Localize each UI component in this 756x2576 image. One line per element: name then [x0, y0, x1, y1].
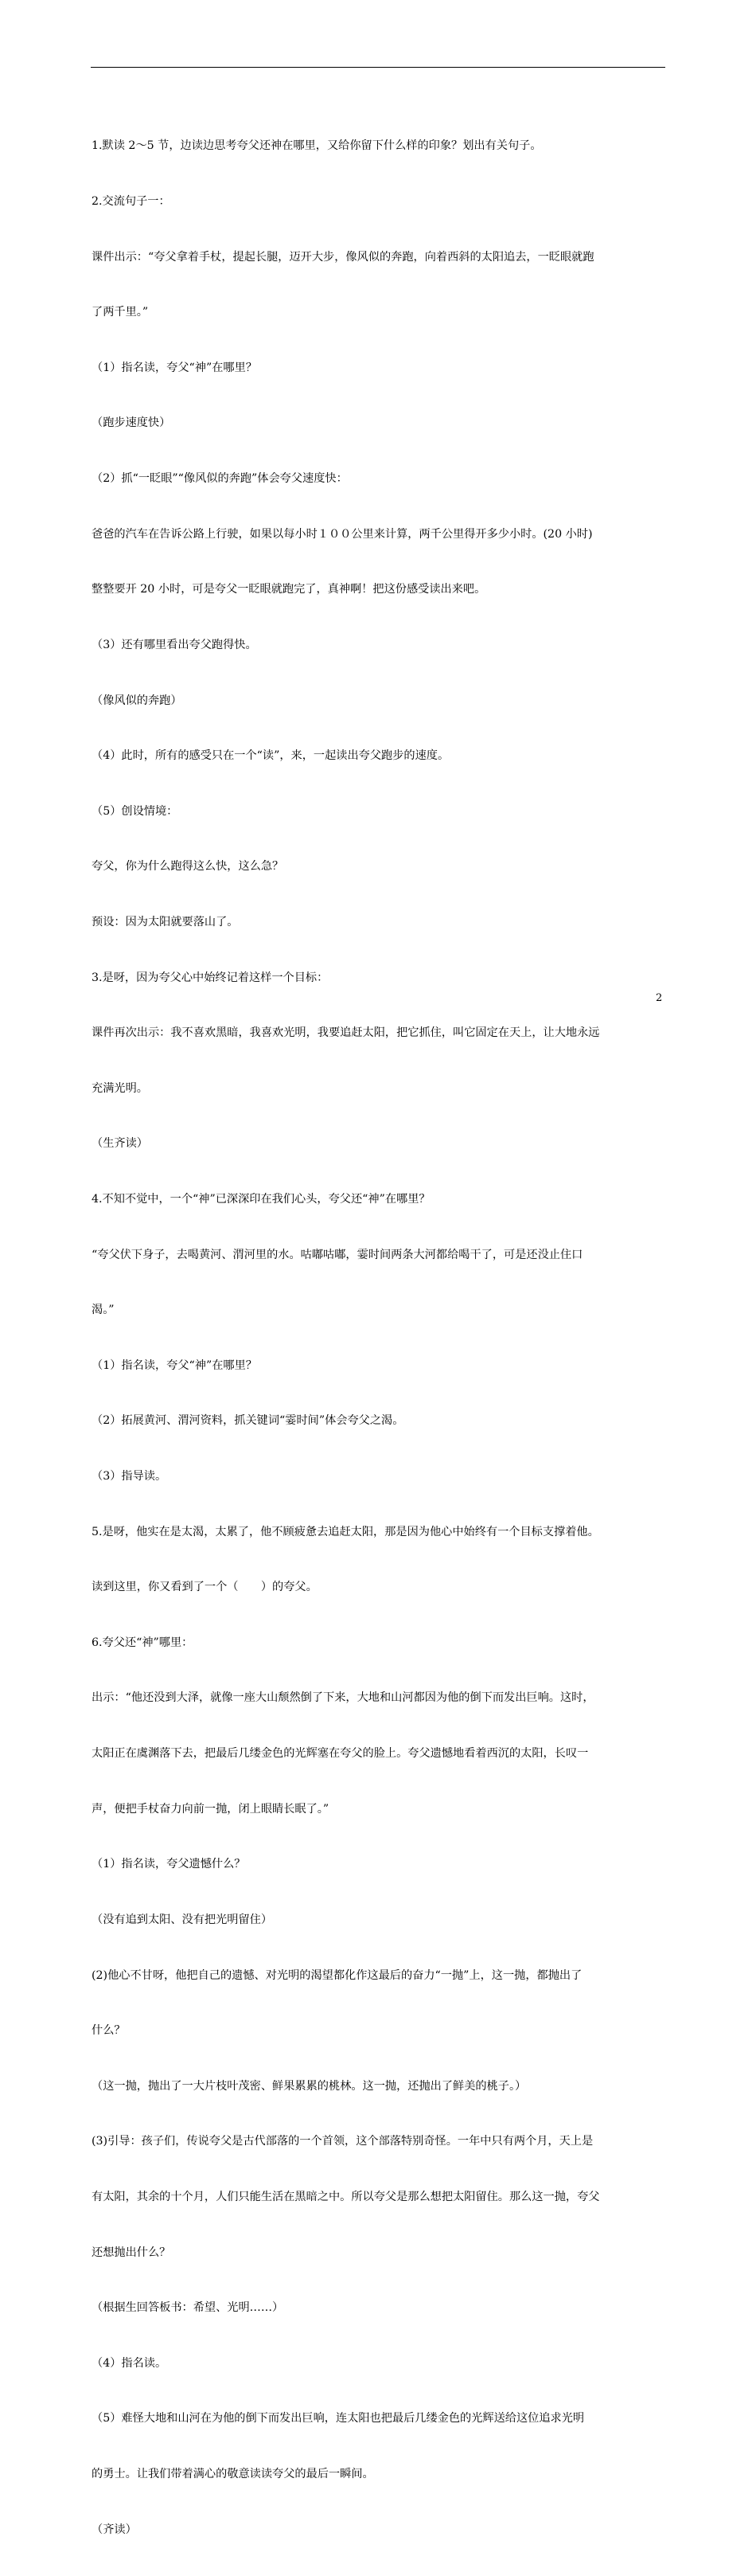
text-line: （1）指名读，夸父“神”在哪里？ [92, 361, 257, 374]
text-line: 夸父，你为什么跑得这么快，这么急？ [92, 860, 284, 874]
header-rule [91, 67, 665, 68]
text-line: 6.夸父还“神”哪里： [92, 1636, 193, 1649]
text-line: 课件再次出示：我不喜欢黑暗，我喜欢光明，我要追赶太阳，把它抓住，叫它固定在天上，让大地永远 [92, 1026, 600, 1040]
text-line: 4.不知不觉中，一个“神”已深深印在我们心头，夸父还“神”在哪里？ [92, 1192, 431, 1206]
text-line: 2.交流句子一： [92, 195, 170, 209]
text-line: （2）抓“一眨眼”“像风似的奔跑”体会夸父速度快： [92, 472, 348, 486]
text-line: （5）难怪大地和山河在为他的倒下而发出巨响，连太阳也把最后几缕金色的光辉送给这位追求光明 [92, 2412, 585, 2426]
text-line: （1）指名读，夸父遗憾什么？ [92, 1858, 246, 1871]
text-line: 声，便把手杖奋力向前一抛，闭上眼睛长眠了。” [92, 1802, 329, 1816]
text-line: （5）创设情境： [92, 804, 178, 818]
page-number: 2 [656, 992, 663, 1004]
text-line: 爸爸的汽车在告诉公路上行驶，如果以每小时１００公里来计算，两千公里得开多少小时。(20 小时) [92, 527, 593, 541]
text-line: （4）指名读。 [92, 2356, 167, 2370]
text-line: （4）此时，所有的感受只在一个“读”，来，一起读出夸父跑步的速度。 [92, 749, 450, 763]
text-line: “夸父伏下身子，去喝黄河、渭河里的水。咕嘟咕嘟，霎时间两条大河都给喝干了，可是还没止住口 [92, 1248, 583, 1261]
text-line: 出示：“他还没到大泽，就像一座大山颓然倒了下来，大地和山河都因为他的倒下而发出巨响。这时， [92, 1691, 594, 1705]
text-line: （1）指名读，夸父“神”在哪里？ [92, 1358, 257, 1372]
text-line: （生齐读） [92, 1137, 148, 1151]
document-body [92, 100, 666, 2576]
text-line: （3）指导读。 [92, 1470, 167, 1483]
text-line: （根据生回答板书：希望、光明……） [92, 2301, 284, 2315]
text-line: (3)引导：孩子们，传说夸父是古代部落的一个首领，这个部落特别奇怪。一年中只有两个月，天上是 [92, 2135, 594, 2148]
text-line: 充满光明。 [92, 1081, 148, 1095]
text-line: 1.默读 2～5 节，边读边思考夸父还神在哪里，又给你留下什么样的印象？划出有关句子。 [92, 139, 542, 153]
text-line: 课件出示：“夸父拿着手杖，提起长腿，迈开大步，像风似的奔跑，向着西斜的太阳追去，一眨眼就跑 [92, 250, 594, 264]
text-line: 3.是呀，因为夸父心中始终记着这样一个目标： [92, 971, 329, 984]
text-line: 预设：因为太阳就要落山了。 [92, 915, 239, 928]
text-line: （这一抛，抛出了一大片枝叶茂密、鲜果累累的桃林。这一抛，还抛出了鲜美的桃子。） [92, 2079, 527, 2093]
text-line: 的勇士。让我们带着满心的敬意读读夸父的最后一瞬间。 [92, 2468, 374, 2480]
text-line: 太阳正在虞渊落下去，把最后几缕金色的光辉塞在夸父的脸上。夸父遗憾地看着西沉的太阳，长叹一 [92, 1747, 589, 1761]
text-line: 5.是呀，他实在是太渴，太累了，他不顾疲惫去追赶太阳，那是因为他心中始终有一个目标支撑着他。 [92, 1525, 599, 1538]
text-line: （没有追到太阳、没有把光明留住） [92, 1913, 273, 1926]
text-line: （像风似的奔跑） [92, 694, 182, 707]
text-line: 了两千里。” [92, 306, 149, 319]
text-line: （齐读） [92, 2523, 137, 2536]
text-line: 整整要开 20 小时，可是夸父一眨眼就跑完了，真神啊！把这份感受读出来吧。 [92, 583, 486, 596]
text-line: （3）还有哪里看出夸父跑得快。 [92, 638, 257, 651]
text-line: 有太阳，其余的十个月，人们只能生活在黑暗之中。所以夸父是那么想把太阳留住。那么这一抛，夸父 [92, 2190, 600, 2203]
text-line: 渴。” [92, 1304, 115, 1317]
text-line: 还想抛出什么？ [92, 2246, 171, 2259]
text-line: 什么？ [92, 2024, 126, 2038]
text-line: （2）拓展黄河、渭河资料，抓关键词“霎时间”体会夸父之渴。 [92, 1414, 404, 1428]
text-line: （跑步速度快） [92, 416, 171, 430]
text-line: 读到这里，你又看到了一个（ ）的夸父。 [92, 1581, 318, 1594]
text-line: (2)他心不甘呀，他把自己的遗憾、对光明的渴望都化作这最后的奋力“一抛”上，这一抛，都抛出了 [92, 1968, 583, 1982]
